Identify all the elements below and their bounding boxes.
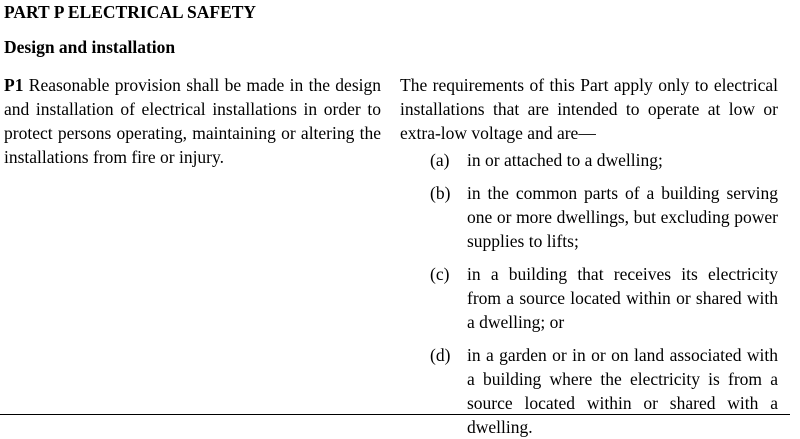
list-item-text: in the common parts of a building serving one or more dwellings, but excluding power supplies to lifts; [467,183,778,251]
section-title: Design and installation [4,37,176,57]
list-marker: (d) [430,345,451,365]
list-item [400,181,778,253]
requirement-text: Reasonable provision shall be made in the design and installation of electrical installations in order to protect persons operating, maintaining or altering the installations from fire or injury. [4,75,381,167]
requirement-column [4,73,381,169]
list-item [400,262,778,334]
list-item-text: in a garden or in or on land associated with a building where the electricity is from a source located within or shared with a dwelling. [467,345,778,437]
horizontal-rule [0,414,790,415]
scope-intro: The requirements of this Part apply only to electrical installations that are intended to operate at low or extra-low voltage and are— [400,75,778,143]
list-marker: (b) [430,183,451,203]
scope-list [400,148,778,439]
list-item-text: in or attached to a dwelling; [467,150,663,170]
list-marker: (c) [430,264,450,284]
scope-column [400,73,778,439]
list-item [400,343,778,439]
list-marker: (a) [430,150,450,170]
list-item [400,148,778,172]
list-item-text: in a building that receives its electricity from a source located within or shared with a dwelling; or [467,264,778,332]
requirement-id: P1 [4,75,24,95]
part-title: PART P ELECTRICAL SAFETY [4,2,257,22]
